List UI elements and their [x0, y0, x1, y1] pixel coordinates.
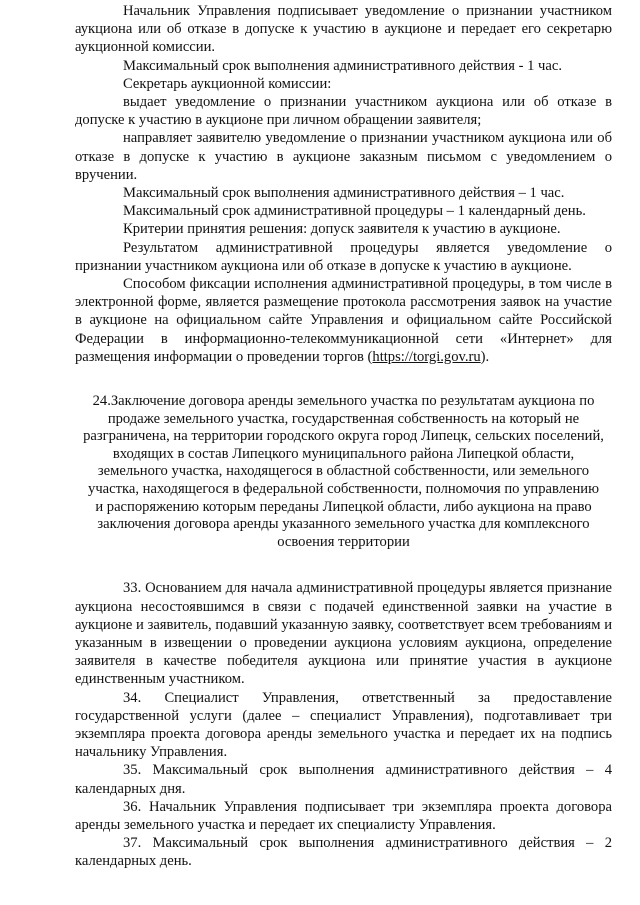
torgi-link[interactable]: https://torgi.gov.ru — [372, 348, 481, 365]
paragraph-result: Результатом административной процедуры является уведомление о признании участником аукциона или об отказе в допуске к участию в аукционе. — [75, 239, 612, 274]
fixation-text: Способом фиксации исполнения административной процедуры, в том числе в электронной форме, является размещение протокола рассмотрения заявок на участие в аукционе на официальном сайте Управления и официальном сайте Российской Федерации в информационно-телекоммуникационной сети «Интернет» для размещения информации о проведении торгов ( — [75, 276, 612, 365]
paragraph-max-time-1: Максимальный срок выполнения административного действия - 1 час. — [123, 57, 562, 74]
paragraph-37: 37. Максимальный срок выполнения административного действия – 2 календарных день. — [75, 835, 612, 870]
paragraph-33: 33. Основанием для начала административной процедуры является признание аукциона несостоявшимся в связи с подачей единственной заявки на участие в аукционе и заявитель, подавший указанную заявку, соответствует всем требованиям и указанным в извещении о проведении аукциона условиям аукциона, определение заявителя в качестве победителя аукциона или принятие участия в аукционе единственным участником. — [75, 580, 612, 688]
section-heading: 24.Заключение договора аренды земельного участка по результатам аукциона по продаже земельного участка, государственная собственность на который не разграничена, на территории городского округа город Липецк, сельских поселений, входящих в состав Липецкого муниципального района Липецкой области, земельного участка, находящегося в областной собственности, или земельного участка, находящегося в федеральной собственности, полномочия по управлению и распоряжению которым переданы Липецкой области, либо аукциона на право заключения договора аренды указанного земельного участка для комплексного освоения территории — [83, 393, 604, 550]
paragraph-secretary: Секретарь аукционной комиссии: — [123, 75, 332, 92]
paragraph-36: 36. Начальник Управления подписывает три экземпляра проекта договора аренды земельного участка и передает их специалисту Управления. — [75, 798, 612, 834]
paragraph-max-procedure-time: Максимальный срок административной процедуры – 1 календарный день. — [123, 203, 586, 220]
document-page — [75, 2, 612, 871]
heading-spacer — [75, 551, 612, 579]
paragraph-sends-notice: направляет заявителю уведомление о признании участником аукциона или об отказе в допуске к участию в аукционе заказным письмом с уведомлением о вручении. — [75, 130, 612, 183]
paragraph-decision-criteria: Критерии принятия решения: допуск заявителя к участию в аукционе. — [123, 221, 561, 238]
paragraph-notice-sign: Начальник Управления подписывает уведомление о признании участником аукциона или об отказе в допуске к участию в аукционе и передает его секретарю аукционной комиссии. — [75, 3, 612, 56]
paragraph-34: 34. Специалист Управления, ответственный за предоставление государственной услуги (далее – специалист Управления), подготавливает три экземпляра проекта договора аренды земельного участка и передает их на подпись начальнику Управления. — [75, 689, 612, 761]
paragraph-issues-notice: выдает уведомление о признании участником аукциона или об отказе в допуске к участию в аукционе при личном обращении заявителя; — [75, 94, 612, 129]
paragraph-max-time-2: Максимальный срок выполнения административного действия – 1 час. — [123, 185, 565, 202]
fixation-suffix: ). — [480, 348, 490, 365]
paragraph-fixation — [75, 275, 612, 366]
paragraph-35: 35. Максимальный срок выполнения административного действия – 4 календарных дня. — [75, 762, 612, 797]
